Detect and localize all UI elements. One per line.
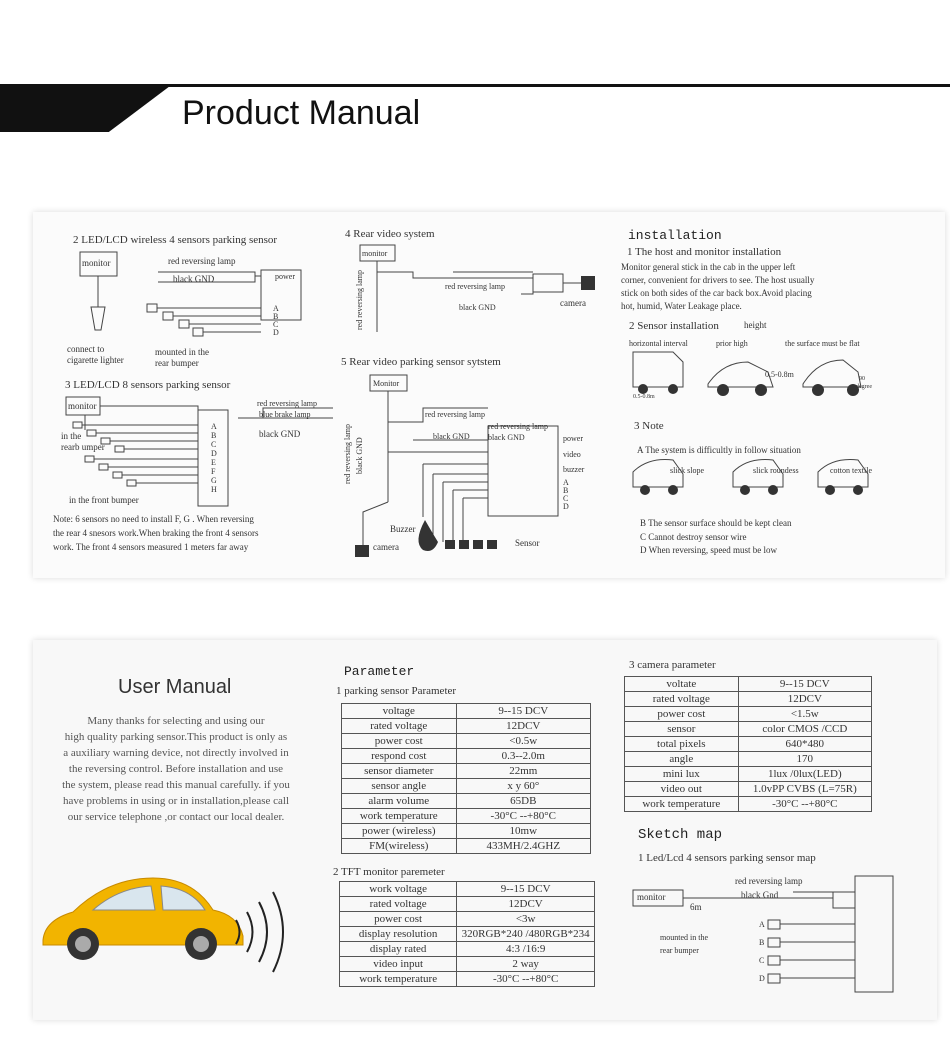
- sec2-connect-1: connect to: [67, 344, 105, 354]
- cigarette-plug-icon: [91, 307, 105, 330]
- table-row: [340, 897, 595, 912]
- install-s1-line-1: Monitor general stick in the cab in the upper left: [621, 262, 796, 272]
- parameter-title: Parameter: [344, 664, 415, 679]
- sec4-monitor-label: monitor: [362, 249, 388, 258]
- table-row: [342, 704, 591, 719]
- parking-sensor-table: [341, 703, 591, 854]
- sec4-red-label: red reversing lamp: [445, 282, 505, 291]
- sketch-port-b: B: [759, 938, 765, 947]
- buzzer-icon: [418, 520, 438, 551]
- param-name-cell: power cost: [340, 912, 457, 927]
- sec4-camera-label: camera: [560, 298, 586, 308]
- note-line-1: Note: 6 sensors no need to install F, G . When reversing: [53, 514, 254, 524]
- param-name-cell: respond cost: [342, 749, 457, 764]
- table-row: [625, 767, 872, 782]
- param-value-cell: 2 way: [457, 957, 595, 972]
- table-row: [625, 797, 872, 812]
- sec4-red-vertical: red reversing lamp: [355, 270, 364, 330]
- param-value-cell: 1.0vPP CVBS (L=75R): [738, 782, 871, 797]
- table-row: [340, 972, 595, 987]
- sketch-mounted-2: rear bumper: [660, 946, 699, 955]
- car-rear-icon: [633, 352, 683, 387]
- param-name-cell: power cost: [625, 707, 739, 722]
- param-value-cell: -30°C --+80°C: [457, 972, 595, 987]
- note-a: A The system is difficultly in follow situation: [637, 445, 801, 455]
- tft-monitor-table: [339, 881, 595, 987]
- param-value-cell: 12DCV: [456, 719, 590, 734]
- sketch-port-a: A: [759, 920, 765, 929]
- sec3-black-label: black GND: [259, 429, 301, 439]
- param-value-cell: <1.5w: [738, 707, 871, 722]
- user-manual-card: [33, 640, 937, 1020]
- sketch-length: 6m: [690, 902, 702, 912]
- param-name-cell: display resolution: [340, 927, 457, 942]
- sec2-port-a: A: [273, 304, 279, 313]
- install-deg: 90: [859, 376, 865, 382]
- param-value-cell: <0.5w: [456, 734, 590, 749]
- sec5-video-label: video: [563, 450, 581, 459]
- sketch-red-label: red reversing lamp: [735, 876, 803, 886]
- note-b: B The sensor surface should be kept clean: [640, 518, 792, 528]
- sec3-port-d: D: [211, 449, 217, 458]
- sec5-red-label: red reversing lamp: [425, 410, 485, 419]
- param-name-cell: total pixels: [625, 737, 739, 752]
- param-name-cell: sensor angle: [342, 779, 457, 794]
- sec3-port-f: F: [211, 467, 216, 476]
- param-value-cell: 640*480: [738, 737, 871, 752]
- sec5-red-vertical: red reversing lamp: [343, 424, 352, 484]
- note-cotton: cotton textile: [830, 466, 872, 475]
- install-d1: 0.5-0.8m: [633, 394, 655, 400]
- install-prior: prior high: [716, 339, 748, 348]
- param-sub-1: 1 parking sensor Parameter: [336, 685, 457, 697]
- table-row: [625, 722, 872, 737]
- param-name-cell: rated voltage: [340, 897, 457, 912]
- sec5-buzzer-text: Buzzer: [390, 524, 416, 534]
- param-value-cell: 22mm: [456, 764, 590, 779]
- banner-accent: [0, 86, 170, 132]
- install-degree: degree: [856, 384, 872, 390]
- param-value-cell: 12DCV: [738, 692, 871, 707]
- sec3-red-label: red reversing lamp: [257, 399, 317, 408]
- table-row: [342, 794, 591, 809]
- param-value-cell: 10mw: [456, 824, 590, 839]
- note-line-2: the rear 4 snesors work.When braking the front 4 sensors: [53, 528, 259, 538]
- camera-icon: [581, 276, 595, 290]
- sec5-black-vertical: black GND: [355, 437, 364, 474]
- sec3-monitor-label: monitor: [68, 401, 97, 411]
- sketch-port-c: C: [759, 956, 765, 965]
- param-value-cell: <3w: [457, 912, 595, 927]
- table-row: [625, 782, 872, 797]
- car-flat-icon: [803, 360, 861, 387]
- table-row: [342, 839, 591, 854]
- table-row: [342, 749, 591, 764]
- sec5-power-label: power: [563, 434, 583, 443]
- param-name-cell: FM(wireless): [342, 839, 457, 854]
- table-row: [625, 677, 872, 692]
- param-value-cell: -30°C --+80°C: [456, 809, 590, 824]
- param-value-cell: 12DCV: [457, 897, 595, 912]
- camera-table: [624, 676, 872, 812]
- installation-title: installation: [628, 228, 722, 243]
- sec3-rear-2: rearb umper: [61, 442, 105, 452]
- param-value-cell: 320RGB*240 /480RGB*234: [457, 927, 595, 942]
- sec5-camera-text: camera: [373, 542, 399, 552]
- param-name-cell: power cost: [342, 734, 457, 749]
- user-text-line: Many thanks for selecting and using our: [87, 715, 265, 727]
- sketch-black-label: black Gnd: [741, 890, 779, 900]
- table-row: [342, 779, 591, 794]
- install-s1-line-2: corner, convenient for drivers to see. The host usually: [621, 275, 815, 285]
- sec5-port-a: A: [563, 478, 569, 487]
- sec5-buzzer-label: buzzer: [563, 465, 585, 474]
- sec3-port-a: A: [211, 422, 217, 431]
- user-text-line: high quality parking sensor.This product is only as: [64, 731, 288, 743]
- sec2-red-label: red reversing lamp: [168, 256, 236, 266]
- param-name-cell: work voltage: [340, 882, 457, 897]
- table-row: [625, 752, 872, 767]
- param-name-cell: voltage: [342, 704, 457, 719]
- user-text-line: a auxiliary warning device, not directly involved in: [63, 747, 289, 759]
- sec5-port-d: D: [563, 502, 569, 511]
- sketch-monitor-label: monitor: [637, 892, 666, 902]
- table-row: [342, 734, 591, 749]
- note-c: C Cannot destroy sensor wire: [640, 532, 747, 542]
- param-value-cell: color CMOS /CCD: [738, 722, 871, 737]
- install-s2-title: 2 Sensor installation: [629, 320, 719, 332]
- sketch-port-d: D: [759, 974, 765, 983]
- param-name-cell: work temperature: [340, 972, 457, 987]
- page-title: Product Manual: [182, 94, 421, 132]
- sec2-black-label: black GND: [173, 274, 215, 284]
- user-text-line: the reversing control. Before installation and use: [68, 763, 284, 775]
- sec4-title: 4 Rear video system: [345, 228, 435, 240]
- table-row: [340, 912, 595, 927]
- param-name-cell: mini lux: [625, 767, 739, 782]
- sketch-title: Sketch map: [638, 827, 723, 843]
- param-name-cell: angle: [625, 752, 739, 767]
- table-row: [340, 882, 595, 897]
- sec2-mounted-2: rear bumper: [155, 358, 199, 368]
- param-name-cell: video input: [340, 957, 457, 972]
- sec3-port-h: H: [211, 485, 217, 494]
- note-d: D When reversing, speed must be low: [640, 545, 778, 555]
- param-value-cell: 4:3 /16:9: [457, 942, 595, 957]
- note-round: slick roundess: [753, 466, 799, 475]
- param-value-cell: 65DB: [456, 794, 590, 809]
- note-section-title: 3 Note: [634, 420, 664, 432]
- install-s1-line-4: hot, humid, Water Leakage place.: [621, 301, 742, 311]
- sec4-black-label: black GND: [459, 303, 496, 312]
- sec5-title: 5 Rear video parking sensor sytstem: [341, 356, 501, 368]
- sec2-power-label: power: [275, 272, 295, 281]
- sec3-blue-label: blue brake lamp: [259, 410, 311, 419]
- note-line-3: work. The front 4 sensors measured 1 meters far away: [53, 542, 249, 552]
- table-row: [625, 707, 872, 722]
- install-s1-title: 1 The host and monitor installation: [627, 246, 782, 258]
- param-value-cell: 9--15 DCV: [457, 882, 595, 897]
- param-name-cell: alarm volume: [342, 794, 457, 809]
- param-name-cell: video out: [625, 782, 739, 797]
- param-sub-3: 3 camera parameter: [629, 659, 716, 671]
- sec3-port-c: C: [211, 440, 217, 449]
- table-row: [340, 957, 595, 972]
- sec3-port-b: B: [211, 431, 217, 440]
- table-row: [342, 719, 591, 734]
- sec2-mounted-1: mounted in the: [155, 347, 209, 357]
- install-d2: 0.5-0.8m: [765, 370, 794, 379]
- param-value-cell: 9--15 DCV: [456, 704, 590, 719]
- param-name-cell: voltate: [625, 677, 739, 692]
- table-row: [342, 809, 591, 824]
- sec5-red2-label: red reversing lamp: [488, 422, 548, 431]
- param-name-cell: sensor diameter: [342, 764, 457, 779]
- param-name-cell: power (wireless): [342, 824, 457, 839]
- user-manual-title: User Manual: [118, 676, 232, 698]
- param-name-cell: sensor: [625, 722, 739, 737]
- sec2-port-d: D: [273, 328, 279, 337]
- table-row: [342, 824, 591, 839]
- user-text-line: have problems in using or in installation,please call: [62, 795, 290, 807]
- sec3-port-g: G: [211, 476, 217, 485]
- yellow-car-icon: [43, 878, 243, 960]
- sound-wave-icon: [236, 892, 283, 972]
- user-text-line: the system, please read this manual carefully. if you: [62, 779, 290, 791]
- sketch-sub: 1 Led/Lcd 4 sensors parking sensor map: [638, 852, 816, 864]
- param-value-cell: -30°C --+80°C: [738, 797, 871, 812]
- param-value-cell: 9--15 DCV: [738, 677, 871, 692]
- install-s1-line-3: stick on both sides of the car back box.Avoid placing: [621, 288, 812, 298]
- param-value-cell: 1lux /0lux(LED): [738, 767, 871, 782]
- sec5-sensor-text: Sensor: [515, 538, 540, 548]
- install-height: height: [744, 320, 767, 330]
- sec3-front-label: in the front bumper: [69, 495, 139, 505]
- sec3-title: 3 LED/LCD 8 sensors parking sensor: [65, 379, 231, 391]
- param-name-cell: rated voltage: [625, 692, 739, 707]
- sec5-monitor-label: Monitor: [373, 379, 400, 388]
- installation-manual-card: [33, 212, 945, 578]
- sec3-rear-1: in the: [61, 431, 82, 441]
- sketch-mounted-1: mounted in the: [660, 933, 708, 942]
- param-name-cell: display rated: [340, 942, 457, 957]
- sec2-title: 2 LED/LCD wireless 4 sensors parking sensor: [73, 234, 278, 246]
- sec3-port-e: E: [211, 458, 216, 467]
- param-value-cell: x y 60°: [456, 779, 590, 794]
- note-slick: slick slope: [670, 466, 704, 475]
- table-row: [625, 737, 872, 752]
- param-name-cell: work temperature: [625, 797, 739, 812]
- sec2-monitor-label: monitor: [82, 258, 111, 268]
- user-text-line: our service telephone ,or contact our local dealer.: [67, 811, 285, 823]
- sec5-black2-label: black GND: [488, 433, 525, 442]
- sec2-port-b: B: [273, 312, 279, 321]
- param-name-cell: work temperature: [342, 809, 457, 824]
- sec5-black-label: black GND: [433, 432, 470, 441]
- car-side-icon: [708, 362, 773, 387]
- sec2-connect-2: cigarette lighter: [67, 355, 124, 365]
- table-row: [625, 692, 872, 707]
- param-value-cell: 170: [738, 752, 871, 767]
- param-name-cell: rated voltage: [342, 719, 457, 734]
- table-row: [342, 764, 591, 779]
- sec5-port-c: C: [563, 494, 569, 503]
- sec5-port-b: B: [563, 486, 569, 495]
- param-value-cell: 433MH/2.4GHZ: [456, 839, 590, 854]
- install-horizontal: horizontal interval: [629, 339, 688, 348]
- sec2-port-c: C: [273, 320, 279, 329]
- table-row: [340, 942, 595, 957]
- param-value-cell: 0.3--2.0m: [456, 749, 590, 764]
- table-row: [340, 927, 595, 942]
- install-flat: the surface must be flat: [785, 339, 860, 348]
- param-sub-2: 2 TFT monitor paremeter: [333, 866, 445, 878]
